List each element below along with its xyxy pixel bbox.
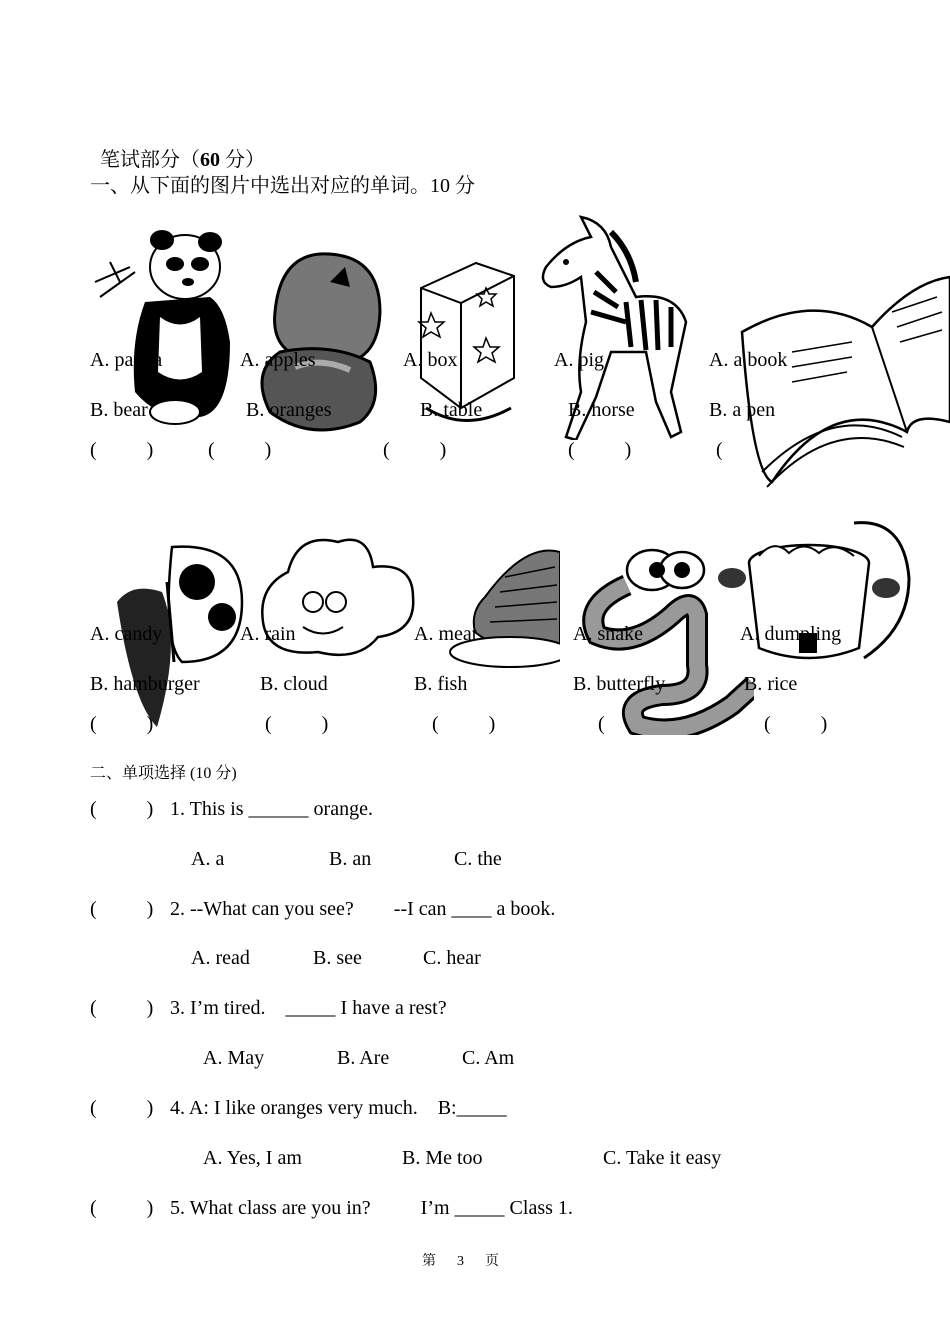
row2-option-b: B. rice [744, 673, 798, 695]
part2-heading: 二、单项选择 (10 分) [90, 765, 237, 782]
question-text: 5. What class are you in? I’m _____ Class 1. [170, 1197, 573, 1219]
row1-option-b: B. bear [90, 399, 148, 421]
row1-option-b: B. oranges [246, 399, 332, 421]
row1-option-b: B. a pen [709, 399, 776, 421]
row1-option-b: B. horse [568, 399, 635, 421]
question-option: A. read [191, 947, 250, 969]
page-number: 第 3 页 [422, 1254, 499, 1269]
answer-blank[interactable]: ( ) [208, 439, 272, 461]
question-text: 3. I’m tired. _____ I have a rest? [170, 997, 447, 1019]
question-option: C. the [454, 848, 502, 870]
question-option: B. Are [337, 1047, 390, 1069]
row2-option-b: B. fish [414, 673, 468, 695]
question-option: C. Am [462, 1047, 515, 1069]
question-blank[interactable]: ( ) [90, 898, 154, 920]
row1-option-a: A. apples [240, 349, 316, 371]
answer-blank[interactable]: ( ) [432, 713, 496, 735]
answer-blank[interactable]: ( ) [568, 439, 632, 461]
answer-blank[interactable]: ( ) [90, 439, 154, 461]
question-blank[interactable]: ( ) [90, 798, 154, 820]
row1-option-b: B. table [420, 399, 483, 421]
question-option: B. see [313, 947, 362, 969]
row1-option-a: A. panda [90, 349, 163, 371]
row2-option-a: A. candy [90, 623, 163, 645]
question-option: C. Take it easy [603, 1147, 722, 1169]
panda-image [90, 222, 230, 427]
answer-blank[interactable]: ( ) [764, 713, 828, 735]
section-score: 60 [200, 149, 220, 171]
question-option: B. an [329, 848, 372, 870]
question-option: A. Yes, I am [203, 1147, 302, 1169]
question-option: C. hear [423, 947, 481, 969]
question-blank[interactable]: ( ) [90, 1197, 154, 1219]
rice-cooker-image [714, 518, 912, 670]
question-text: 2. --What can you see? --I can ____ a book. [170, 898, 556, 920]
question-text: 1. This is ______ orange. [170, 798, 373, 820]
fish-image [445, 547, 560, 675]
row2-option-a: A. snake [573, 623, 643, 645]
section-title-suffix: 分） [220, 149, 265, 171]
book-image [732, 272, 950, 500]
row2-option-b: B. butterfly [573, 673, 666, 695]
row1-option-a: A. pig [554, 349, 604, 371]
answer-blank[interactable]: ( [598, 713, 605, 735]
question-option: A. May [203, 1047, 265, 1069]
row2-option-b: B. cloud [260, 673, 328, 695]
row1-option-a: A. box [403, 349, 458, 371]
part1-heading: 一、从下面的图片中选出对应的单词。10 分 [90, 175, 475, 197]
question-text: 4. A: I like oranges very much. B:_____ [170, 1097, 507, 1119]
question-option: B. Me too [402, 1147, 483, 1169]
question-option: A. a [191, 848, 225, 870]
section-title [90, 124, 265, 172]
answer-blank[interactable]: ( ) [383, 439, 447, 461]
row2-option-b: B. hamburger [90, 673, 200, 695]
row2-option-a: A. rain [240, 623, 296, 645]
answer-blank[interactable]: ( [716, 439, 723, 461]
question-blank[interactable]: ( ) [90, 1097, 154, 1119]
row1-option-a: A. a book [709, 349, 788, 371]
answer-blank[interactable]: ( ) [90, 713, 154, 735]
answer-blank[interactable]: ( ) [265, 713, 329, 735]
section-title-prefix: 笔试部分（ [100, 149, 200, 171]
row2-option-a: A. meat [414, 623, 478, 645]
row2-option-a: A. dumpling [740, 623, 842, 645]
question-blank[interactable]: ( ) [90, 997, 154, 1019]
